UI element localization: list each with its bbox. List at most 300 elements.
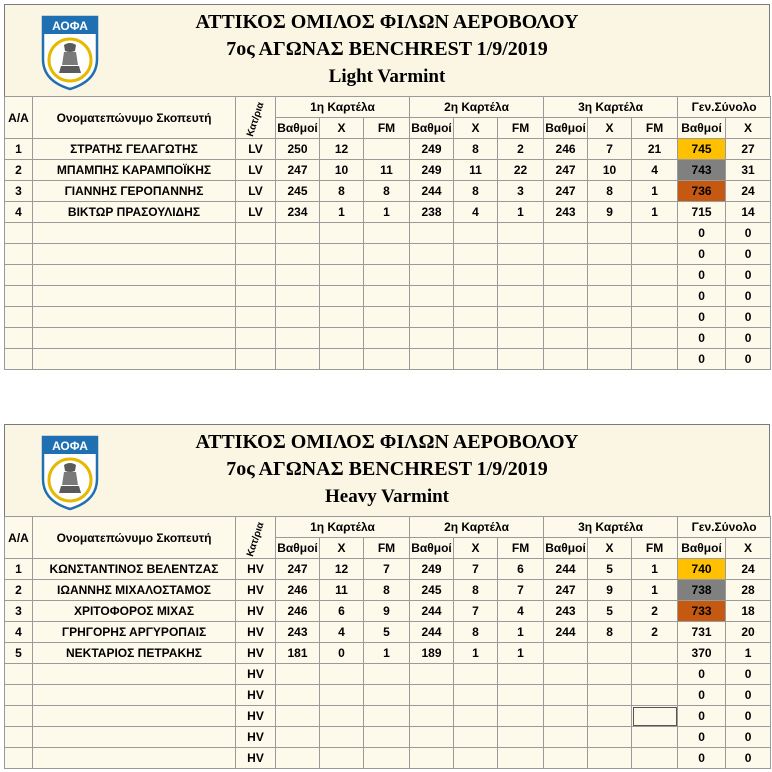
cell-card1-points[interactable]: 247 — [276, 160, 320, 181]
cell-shooter-name[interactable]: ΓΡΗΓΟΡΗΣ ΑΡΓΥΡΟΠΑΙΣ — [33, 622, 236, 643]
cell-card1-fm[interactable] — [364, 244, 410, 265]
cell-shooter-name[interactable] — [33, 265, 236, 286]
cell-category[interactable] — [236, 223, 276, 244]
cell-card3-points[interactable] — [544, 685, 588, 706]
cell-card2-x[interactable] — [454, 706, 498, 727]
cell-card1-x[interactable] — [320, 307, 364, 328]
cell-card3-x[interactable]: 5 — [588, 559, 632, 580]
cell-card1-points[interactable] — [276, 706, 320, 727]
cell-card1-fm[interactable] — [364, 328, 410, 349]
cell-total-points[interactable]: 0 — [678, 748, 726, 769]
cell-card1-points[interactable] — [276, 223, 320, 244]
cell-card2-x[interactable] — [454, 265, 498, 286]
cell-card3-points[interactable] — [544, 223, 588, 244]
cell-card1-x[interactable] — [320, 706, 364, 727]
cell-aa[interactable] — [5, 244, 33, 265]
cell-card1-fm[interactable] — [364, 748, 410, 769]
cell-card1-x[interactable] — [320, 349, 364, 370]
cell-aa[interactable]: 2 — [5, 580, 33, 601]
cell-card1-points[interactable] — [276, 244, 320, 265]
cell-category[interactable]: HV — [236, 601, 276, 622]
cell-card1-fm[interactable]: 8 — [364, 181, 410, 202]
cell-card2-points[interactable] — [410, 328, 454, 349]
cell-card3-fm[interactable]: 2 — [632, 601, 678, 622]
cell-card1-fm[interactable] — [364, 265, 410, 286]
cell-total-points[interactable]: 733 — [678, 601, 726, 622]
cell-card2-points[interactable] — [410, 664, 454, 685]
cell-shooter-name[interactable] — [33, 328, 236, 349]
cell-category[interactable] — [236, 286, 276, 307]
cell-card2-points[interactable] — [410, 265, 454, 286]
cell-total-x[interactable]: 24 — [726, 559, 771, 580]
cell-card3-fm[interactable] — [632, 685, 678, 706]
cell-shooter-name[interactable] — [33, 748, 236, 769]
cell-total-points[interactable]: 0 — [678, 307, 726, 328]
cell-total-x[interactable]: 0 — [726, 664, 771, 685]
cell-shooter-name[interactable] — [33, 664, 236, 685]
cell-card3-points[interactable]: 246 — [544, 139, 588, 160]
cell-total-x[interactable]: 0 — [726, 685, 771, 706]
cell-card1-fm[interactable]: 11 — [364, 160, 410, 181]
cell-card1-x[interactable]: 12 — [320, 559, 364, 580]
cell-card3-x[interactable] — [588, 349, 632, 370]
cell-total-points[interactable]: 0 — [678, 244, 726, 265]
cell-card2-x[interactable] — [454, 727, 498, 748]
cell-card3-points[interactable]: 247 — [544, 181, 588, 202]
cell-total-x[interactable]: 14 — [726, 202, 771, 223]
cell-card2-points[interactable] — [410, 286, 454, 307]
cell-category[interactable]: HV — [236, 727, 276, 748]
cell-aa[interactable] — [5, 328, 33, 349]
cell-card1-x[interactable]: 6 — [320, 601, 364, 622]
cell-total-x[interactable]: 0 — [726, 349, 771, 370]
cell-card1-fm[interactable]: 1 — [364, 202, 410, 223]
cell-card2-x[interactable]: 7 — [454, 601, 498, 622]
cell-card1-points[interactable]: 246 — [276, 601, 320, 622]
cell-card1-fm[interactable] — [364, 223, 410, 244]
cell-card2-x[interactable] — [454, 685, 498, 706]
cell-card3-x[interactable]: 7 — [588, 139, 632, 160]
cell-total-points[interactable]: 743 — [678, 160, 726, 181]
cell-total-x[interactable]: 0 — [726, 244, 771, 265]
club-title: ΑΤΤΙΚΟΣ ΟΜΙΛΟΣ ΦΙΛΩΝ ΑΕΡΟΒΟΛΟΥ — [195, 431, 579, 453]
cell-card2-fm[interactable] — [498, 244, 544, 265]
cell-card2-x[interactable] — [454, 244, 498, 265]
cell-card2-points[interactable]: 244 — [410, 601, 454, 622]
cell-total-points[interactable]: 740 — [678, 559, 726, 580]
cell-total-points[interactable]: 0 — [678, 286, 726, 307]
cell-card3-points[interactable] — [544, 727, 588, 748]
cell-shooter-name[interactable] — [33, 307, 236, 328]
cell-card3-points[interactable]: 243 — [544, 202, 588, 223]
card2-header: 2η Καρτέλα — [410, 97, 544, 118]
cell-card2-points[interactable] — [410, 727, 454, 748]
cell-card2-x[interactable]: 1 — [454, 643, 498, 664]
cell-card2-x[interactable] — [454, 349, 498, 370]
cell-aa[interactable] — [5, 727, 33, 748]
cell-total-x[interactable]: 28 — [726, 580, 771, 601]
cell-card1-x[interactable]: 10 — [320, 160, 364, 181]
cell-card1-points[interactable]: 245 — [276, 181, 320, 202]
cell-card1-fm[interactable] — [364, 706, 410, 727]
cell-category[interactable]: HV — [236, 685, 276, 706]
cell-category[interactable]: HV — [236, 706, 276, 727]
cell-card2-fm[interactable]: 22 — [498, 160, 544, 181]
cell-total-points[interactable]: 715 — [678, 202, 726, 223]
cell-card2-x[interactable] — [454, 328, 498, 349]
cell-card1-x[interactable]: 1 — [320, 202, 364, 223]
cell-card1-x[interactable] — [320, 244, 364, 265]
cell-card3-x[interactable] — [588, 685, 632, 706]
cell-card2-fm[interactable] — [498, 664, 544, 685]
cell-aa[interactable] — [5, 748, 33, 769]
cell-total-points[interactable]: 738 — [678, 580, 726, 601]
cell-card2-fm[interactable] — [498, 685, 544, 706]
cell-aa[interactable]: 1 — [5, 559, 33, 580]
cell-total-x[interactable]: 0 — [726, 328, 771, 349]
cell-card2-points[interactable] — [410, 349, 454, 370]
cell-card1-points[interactable]: 246 — [276, 580, 320, 601]
cell-card3-fm[interactable]: 21 — [632, 139, 678, 160]
cell-card3-points[interactable] — [544, 349, 588, 370]
cell-card2-x[interactable]: 4 — [454, 202, 498, 223]
cell-card2-x[interactable] — [454, 223, 498, 244]
cell-shooter-name[interactable]: ΣΤΡΑΤΗΣ ΓΕΛΑΓΩΤΗΣ — [33, 139, 236, 160]
cell-card3-x[interactable] — [588, 223, 632, 244]
cell-card3-x[interactable] — [588, 265, 632, 286]
cell-card1-x[interactable]: 8 — [320, 181, 364, 202]
cell-aa[interactable]: 4 — [5, 202, 33, 223]
cell-category[interactable] — [236, 349, 276, 370]
total-x-header: X — [726, 538, 771, 559]
cell-card2-fm[interactable] — [498, 727, 544, 748]
cell-total-x[interactable]: 18 — [726, 601, 771, 622]
cell-card3-points[interactable]: 247 — [544, 580, 588, 601]
cell-card1-fm[interactable]: 1 — [364, 643, 410, 664]
cell-total-points[interactable]: 0 — [678, 685, 726, 706]
cell-shooter-name[interactable]: ΒΙΚΤΩΡ ΠΡΑΣΟΥΛΙΔΗΣ — [33, 202, 236, 223]
cell-shooter-name[interactable]: ΜΠΑΜΠΗΣ ΚΑΡΑΜΠΟΪΚΗΣ — [33, 160, 236, 181]
cell-card2-fm[interactable] — [498, 223, 544, 244]
cell-card1-x[interactable] — [320, 265, 364, 286]
cell-total-points[interactable]: 0 — [678, 265, 726, 286]
cell-total-x[interactable]: 0 — [726, 706, 771, 727]
cell-card1-points[interactable] — [276, 727, 320, 748]
cell-card3-points[interactable] — [544, 748, 588, 769]
cell-card3-x[interactable]: 10 — [588, 160, 632, 181]
cell-card1-x[interactable] — [320, 286, 364, 307]
cell-card3-x[interactable] — [588, 328, 632, 349]
cell-card1-points[interactable] — [276, 328, 320, 349]
cell-card1-fm[interactable]: 8 — [364, 580, 410, 601]
cell-card2-points[interactable] — [410, 706, 454, 727]
cell-aa[interactable]: 2 — [5, 160, 33, 181]
cell-card1-points[interactable] — [276, 349, 320, 370]
cell-card2-points[interactable] — [410, 244, 454, 265]
cell-card2-points[interactable] — [410, 307, 454, 328]
cell-card2-points[interactable]: 244 — [410, 181, 454, 202]
cell-aa[interactable]: 1 — [5, 139, 33, 160]
cell-shooter-name[interactable] — [33, 223, 236, 244]
cell-card3-points[interactable] — [544, 328, 588, 349]
cell-card2-x[interactable]: 8 — [454, 622, 498, 643]
cell-total-x[interactable]: 27 — [726, 139, 771, 160]
cell-card3-x[interactable] — [588, 727, 632, 748]
cell-card2-x[interactable] — [454, 307, 498, 328]
cell-card2-fm[interactable] — [498, 706, 544, 727]
cell-category[interactable]: HV — [236, 748, 276, 769]
cell-category[interactable]: LV — [236, 181, 276, 202]
cell-shooter-name[interactable] — [33, 244, 236, 265]
cell-card2-fm[interactable] — [498, 307, 544, 328]
cell-card1-fm[interactable] — [364, 307, 410, 328]
cell-shooter-name[interactable]: ΚΩΝΣΤΑΝΤΙΝΟΣ ΒΕΛΕΝΤΖΑΣ — [33, 559, 236, 580]
cell-card3-fm[interactable] — [632, 328, 678, 349]
cell-card2-fm[interactable] — [498, 286, 544, 307]
cell-card3-fm[interactable] — [632, 748, 678, 769]
cell-aa[interactable] — [5, 664, 33, 685]
cell-card3-points[interactable]: 244 — [544, 622, 588, 643]
cell-card1-x[interactable] — [320, 664, 364, 685]
cell-aa[interactable] — [5, 286, 33, 307]
cell-category[interactable] — [236, 265, 276, 286]
cell-card2-fm[interactable]: 1 — [498, 643, 544, 664]
cell-total-x[interactable]: 0 — [726, 265, 771, 286]
cell-card2-points[interactable]: 245 — [410, 580, 454, 601]
cell-card1-fm[interactable] — [364, 685, 410, 706]
cell-card1-points[interactable] — [276, 286, 320, 307]
cell-aa[interactable]: 3 — [5, 601, 33, 622]
cell-card2-points[interactable]: 249 — [410, 559, 454, 580]
cell-card1-x[interactable] — [320, 727, 364, 748]
cell-card1-x[interactable] — [320, 328, 364, 349]
cell-aa[interactable] — [5, 307, 33, 328]
cell-card2-x[interactable] — [454, 664, 498, 685]
cell-category[interactable]: HV — [236, 643, 276, 664]
cell-card3-points[interactable]: 244 — [544, 559, 588, 580]
cell-aa[interactable] — [5, 349, 33, 370]
cell-card2-fm[interactable]: 7 — [498, 580, 544, 601]
c2-fm-header: FM — [498, 118, 544, 139]
cell-card3-x[interactable] — [588, 643, 632, 664]
cell-card3-fm[interactable] — [632, 727, 678, 748]
cell-card1-x[interactable]: 11 — [320, 580, 364, 601]
cell-card3-fm[interactable] — [632, 664, 678, 685]
cell-card2-points[interactable] — [410, 748, 454, 769]
cell-card3-fm[interactable]: 1 — [632, 202, 678, 223]
cell-card1-fm[interactable] — [364, 664, 410, 685]
cell-shooter-name[interactable] — [33, 727, 236, 748]
cell-total-points[interactable]: 736 — [678, 181, 726, 202]
cell-card3-points[interactable]: 247 — [544, 160, 588, 181]
cell-card3-fm[interactable] — [632, 286, 678, 307]
cell-card2-fm[interactable] — [498, 748, 544, 769]
cell-card3-points[interactable] — [544, 643, 588, 664]
cell-total-points[interactable]: 731 — [678, 622, 726, 643]
cell-category[interactable] — [236, 307, 276, 328]
cell-aa[interactable]: 3 — [5, 181, 33, 202]
cell-card1-x[interactable] — [320, 685, 364, 706]
cell-aa[interactable] — [5, 223, 33, 244]
cell-shooter-name[interactable]: ΝΕΚΤΑΡΙΟΣ ΠΕΤΡΑΚΗΣ — [33, 643, 236, 664]
cell-total-x[interactable]: 1 — [726, 643, 771, 664]
cell-card3-fm[interactable] — [632, 349, 678, 370]
cell-card1-fm[interactable]: 5 — [364, 622, 410, 643]
cell-shooter-name[interactable] — [33, 685, 236, 706]
cell-aa[interactable] — [5, 265, 33, 286]
cell-card2-x[interactable] — [454, 748, 498, 769]
cell-card2-points[interactable]: 244 — [410, 622, 454, 643]
cell-card3-x[interactable] — [588, 748, 632, 769]
cell-card3-x[interactable]: 8 — [588, 622, 632, 643]
cell-card3-points[interactable]: 243 — [544, 601, 588, 622]
cell-total-points[interactable]: 0 — [678, 664, 726, 685]
cell-card3-fm[interactable]: 1 — [632, 580, 678, 601]
cell-category[interactable]: HV — [236, 622, 276, 643]
cell-aa[interactable] — [5, 685, 33, 706]
cell-card2-points[interactable]: 238 — [410, 202, 454, 223]
cell-card3-points[interactable] — [544, 307, 588, 328]
cell-card2-fm[interactable]: 3 — [498, 181, 544, 202]
cell-category[interactable]: LV — [236, 202, 276, 223]
cell-card3-x[interactable] — [588, 244, 632, 265]
table-row — [5, 727, 771, 748]
cell-card2-points[interactable] — [410, 685, 454, 706]
cell-card3-fm[interactable]: 2 — [632, 622, 678, 643]
cell-total-points[interactable]: 0 — [678, 328, 726, 349]
cell-card1-points[interactable] — [276, 748, 320, 769]
cell-card1-points[interactable] — [276, 664, 320, 685]
cell-category[interactable] — [236, 244, 276, 265]
cell-total-points[interactable]: 745 — [678, 139, 726, 160]
cell-card1-fm[interactable]: 7 — [364, 559, 410, 580]
cell-card1-points[interactable]: 234 — [276, 202, 320, 223]
cell-total-points[interactable]: 370 — [678, 643, 726, 664]
cell-card2-x[interactable]: 8 — [454, 139, 498, 160]
cell-card1-fm[interactable] — [364, 139, 410, 160]
cell-card1-points[interactable]: 250 — [276, 139, 320, 160]
cell-category[interactable]: HV — [236, 664, 276, 685]
cell-card1-points[interactable]: 243 — [276, 622, 320, 643]
cell-total-x[interactable]: 0 — [726, 307, 771, 328]
cell-card1-points[interactable] — [276, 685, 320, 706]
cell-card3-fm[interactable] — [632, 265, 678, 286]
cell-card2-x[interactable]: 8 — [454, 181, 498, 202]
cell-card1-fm[interactable] — [364, 349, 410, 370]
cell-card2-fm[interactable] — [498, 328, 544, 349]
cell-card2-fm[interactable]: 2 — [498, 139, 544, 160]
cell-total-x[interactable]: 24 — [726, 181, 771, 202]
cell-card1-x[interactable] — [320, 748, 364, 769]
cell-total-x[interactable]: 0 — [726, 223, 771, 244]
cell-total-x[interactable]: 0 — [726, 748, 771, 769]
cell-aa[interactable] — [5, 706, 33, 727]
cell-shooter-name[interactable] — [33, 349, 236, 370]
cell-card3-points[interactable] — [544, 244, 588, 265]
cell-card1-points[interactable] — [276, 307, 320, 328]
cell-card2-fm[interactable] — [498, 349, 544, 370]
cell-card2-fm[interactable]: 1 — [498, 622, 544, 643]
cell-card2-x[interactable]: 11 — [454, 160, 498, 181]
cell-card3-x[interactable] — [588, 706, 632, 727]
cell-card2-points[interactable]: 249 — [410, 160, 454, 181]
cell-card3-x[interactable] — [588, 286, 632, 307]
cell-card1-fm[interactable]: 9 — [364, 601, 410, 622]
cell-card3-x[interactable]: 5 — [588, 601, 632, 622]
cell-card3-fm[interactable] — [632, 643, 678, 664]
cell-total-points[interactable]: 0 — [678, 223, 726, 244]
cell-total-x[interactable]: 20 — [726, 622, 771, 643]
cell-card3-points[interactable] — [544, 706, 588, 727]
cell-shooter-name[interactable] — [33, 286, 236, 307]
cell-category[interactable]: LV — [236, 160, 276, 181]
cell-card3-x[interactable]: 9 — [588, 202, 632, 223]
cell-card3-fm[interactable] — [632, 244, 678, 265]
cell-card2-points[interactable]: 249 — [410, 139, 454, 160]
cell-shooter-name[interactable]: ΧΡΙΤΟΦΟΡΟΣ ΜΙΧΑΣ — [33, 601, 236, 622]
cell-total-points[interactable]: 0 — [678, 349, 726, 370]
cell-card3-x[interactable]: 8 — [588, 181, 632, 202]
cell-card3-fm[interactable] — [632, 706, 678, 727]
cell-card1-x[interactable]: 0 — [320, 643, 364, 664]
cell-total-points[interactable]: 0 — [678, 706, 726, 727]
cell-card3-fm[interactable]: 1 — [632, 181, 678, 202]
table-row — [5, 685, 771, 706]
cell-category[interactable] — [236, 328, 276, 349]
cell-card1-points[interactable]: 181 — [276, 643, 320, 664]
cell-card3-points[interactable] — [544, 664, 588, 685]
cell-card3-fm[interactable]: 1 — [632, 559, 678, 580]
cell-card3-fm[interactable]: 4 — [632, 160, 678, 181]
cell-card2-x[interactable] — [454, 286, 498, 307]
cell-card1-x[interactable]: 4 — [320, 622, 364, 643]
cell-card3-fm[interactable] — [632, 223, 678, 244]
cell-category[interactable]: LV — [236, 139, 276, 160]
cell-shooter-name[interactable]: ΙΩΑΝΝΗΣ ΜΙΧΑΛΟΣΤΑΜΟΣ — [33, 580, 236, 601]
cell-card1-x[interactable]: 12 — [320, 139, 364, 160]
cell-card3-x[interactable]: 9 — [588, 580, 632, 601]
cell-card2-fm[interactable]: 6 — [498, 559, 544, 580]
cell-card2-fm[interactable] — [498, 265, 544, 286]
cell-card1-points[interactable] — [276, 265, 320, 286]
cell-shooter-name[interactable] — [33, 706, 236, 727]
cell-card1-points[interactable]: 247 — [276, 559, 320, 580]
cell-total-points[interactable]: 0 — [678, 727, 726, 748]
cell-card2-x[interactable]: 7 — [454, 559, 498, 580]
cell-card1-fm[interactable] — [364, 727, 410, 748]
cell-card3-points[interactable] — [544, 265, 588, 286]
cell-card3-points[interactable] — [544, 286, 588, 307]
cell-card3-x[interactable] — [588, 307, 632, 328]
cell-card1-x[interactable] — [320, 223, 364, 244]
cell-card1-fm[interactable] — [364, 286, 410, 307]
cell-aa[interactable]: 4 — [5, 622, 33, 643]
cell-category[interactable]: HV — [236, 580, 276, 601]
cell-card3-x[interactable] — [588, 664, 632, 685]
cell-card2-fm[interactable]: 1 — [498, 202, 544, 223]
cell-total-x[interactable]: 0 — [726, 727, 771, 748]
cell-card2-x[interactable]: 8 — [454, 580, 498, 601]
cell-card2-points[interactable]: 189 — [410, 643, 454, 664]
cell-aa[interactable]: 5 — [5, 643, 33, 664]
cell-card2-points[interactable] — [410, 223, 454, 244]
cell-total-x[interactable]: 31 — [726, 160, 771, 181]
cell-shooter-name[interactable]: ΓΙΑΝΝΗΣ ΓΕΡΟΠΑΝΝΗΣ — [33, 181, 236, 202]
cell-total-x[interactable]: 0 — [726, 286, 771, 307]
cell-category[interactable]: HV — [236, 559, 276, 580]
cell-card2-fm[interactable]: 4 — [498, 601, 544, 622]
cell-card3-fm[interactable] — [632, 307, 678, 328]
